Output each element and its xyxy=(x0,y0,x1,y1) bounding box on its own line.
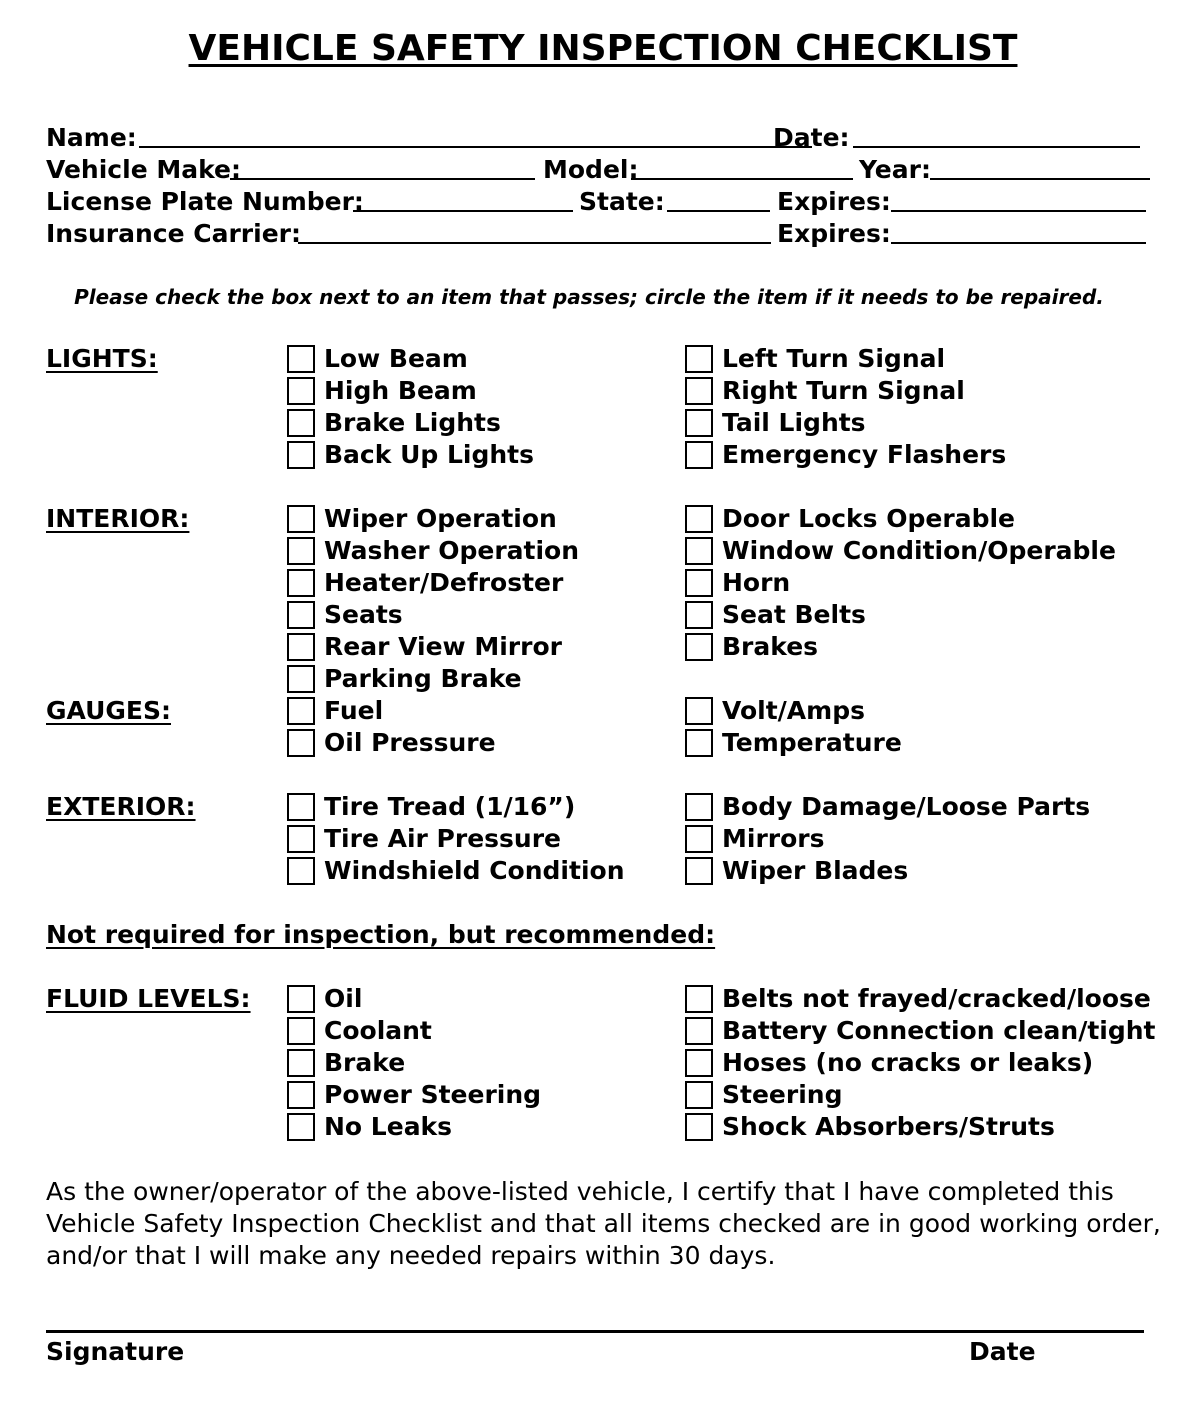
insurance-carrier-field[interactable] xyxy=(298,242,771,244)
checkbox[interactable] xyxy=(685,441,713,469)
plate-expires-field[interactable] xyxy=(891,210,1146,212)
checkbox[interactable] xyxy=(287,697,315,725)
vehicle-make-field[interactable] xyxy=(230,178,535,180)
checkbox[interactable] xyxy=(685,825,713,853)
checkbox[interactable] xyxy=(287,857,315,885)
checkbox[interactable] xyxy=(287,601,315,629)
checkbox[interactable] xyxy=(685,1113,713,1141)
lights-section-label: LIGHTS: xyxy=(46,344,158,373)
checkbox[interactable] xyxy=(287,409,315,437)
insurance-expires-label: Expires: xyxy=(777,219,891,248)
checkbox[interactable] xyxy=(685,345,713,373)
date-label: Date: xyxy=(773,123,850,152)
checkbox[interactable] xyxy=(287,1017,315,1045)
model-label: Model: xyxy=(543,155,639,184)
signature-line[interactable] xyxy=(46,1330,1144,1333)
insurance-row xyxy=(46,218,1156,250)
fluid-levels-section-label: FLUID LEVELS: xyxy=(46,984,251,1013)
page-title: VEHICLE SAFETY INSPECTION CHECKLIST xyxy=(188,28,1018,69)
checkbox[interactable] xyxy=(685,985,713,1013)
state-label: State: xyxy=(579,187,665,216)
checkbox[interactable] xyxy=(287,793,315,821)
vehicle-row xyxy=(46,154,1156,186)
year-label: Year: xyxy=(859,155,931,184)
checkbox[interactable] xyxy=(287,825,315,853)
checkbox[interactable] xyxy=(685,505,713,533)
signature-label: Signature xyxy=(46,1337,185,1366)
checkbox[interactable] xyxy=(685,697,713,725)
checkbox[interactable] xyxy=(287,377,315,405)
name-field[interactable] xyxy=(139,146,812,148)
checkbox[interactable] xyxy=(685,601,713,629)
license-plate-field[interactable] xyxy=(353,210,573,212)
checkbox[interactable] xyxy=(685,793,713,821)
checkbox[interactable] xyxy=(685,857,713,885)
checkbox[interactable] xyxy=(685,377,713,405)
checkbox[interactable] xyxy=(287,1113,315,1141)
insurance-carrier-label: Insurance Carrier: xyxy=(46,219,301,248)
checkbox[interactable] xyxy=(685,1081,713,1109)
plate-expires-label: Expires: xyxy=(777,187,891,216)
certification-text: As the owner/operator of the above-listed vehicle, I certify that I have completed this Vehicle Safety Inspection Checklist and that all items checked are in good working order, and/or that I will make any needed repairs within 30 days. xyxy=(46,1177,1161,1270)
checkbox[interactable] xyxy=(685,1049,713,1077)
not-required-heading: Not required for inspection, but recommended: xyxy=(46,920,716,949)
checkbox[interactable] xyxy=(287,1049,315,1077)
instruction-text: Please check the box next to an item that passes; circle the item if it needs to be repaired. xyxy=(74,285,1104,309)
checkbox[interactable] xyxy=(287,665,315,693)
checkbox[interactable] xyxy=(685,569,713,597)
name-label: Name: xyxy=(46,123,137,152)
checkbox[interactable] xyxy=(287,569,315,597)
checkbox[interactable] xyxy=(287,345,315,373)
year-field[interactable] xyxy=(930,178,1150,180)
name-date-row xyxy=(46,122,1156,154)
insurance-expires-field[interactable] xyxy=(891,242,1146,244)
interior-section-label: INTERIOR: xyxy=(46,504,190,533)
checkbox[interactable] xyxy=(287,441,315,469)
checkbox[interactable] xyxy=(287,505,315,533)
gauges-section-label: GAUGES: xyxy=(46,696,171,725)
checkbox[interactable] xyxy=(685,537,713,565)
signature-date-label: Date xyxy=(969,1337,1036,1366)
license-row xyxy=(46,186,1156,218)
checkbox[interactable] xyxy=(685,633,713,661)
checkbox[interactable] xyxy=(685,729,713,757)
vehicle-make-label: Vehicle Make: xyxy=(46,155,242,184)
checkbox[interactable] xyxy=(287,729,315,757)
checkbox[interactable] xyxy=(685,1017,713,1045)
checkbox[interactable] xyxy=(287,633,315,661)
checkbox[interactable] xyxy=(287,537,315,565)
model-field[interactable] xyxy=(631,178,853,180)
date-field[interactable] xyxy=(853,146,1140,148)
state-field[interactable] xyxy=(667,210,770,212)
checkbox[interactable] xyxy=(287,1081,315,1109)
license-plate-label: License Plate Number: xyxy=(46,187,364,216)
checkbox[interactable] xyxy=(287,985,315,1013)
exterior-section-label: EXTERIOR: xyxy=(46,792,196,821)
checkbox[interactable] xyxy=(685,409,713,437)
